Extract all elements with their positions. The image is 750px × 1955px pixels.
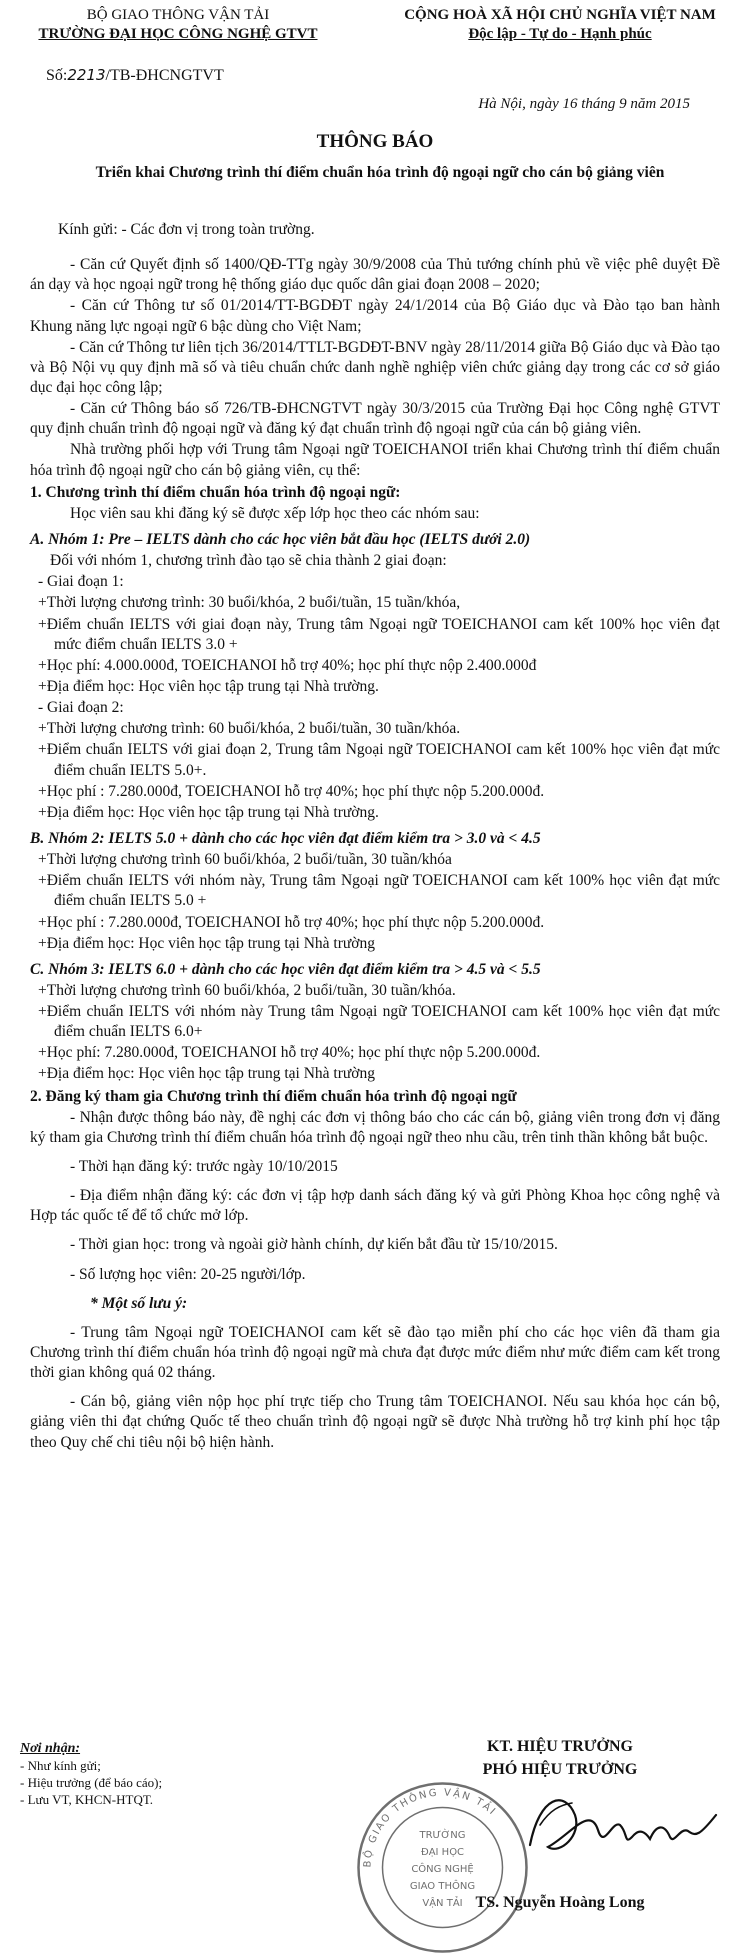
note-item: - Cán bộ, giảng viên nộp học phí trực tiếp cho Trung tâm TOEICHANOI. Nếu sau khóa học cán bộ, giảng viên thi đạt chứng Quốc tế theo chuẩn trình độ ngoại ngữ sẽ được Nhà trường hỗ trợ kinh phí học tập theo Quy chế chi tiêu nội bộ hiện hành.: [30, 1393, 720, 1451]
stamp-center-line: ĐẠI HỌC: [420, 1847, 465, 1858]
document-number-prefix: Số:: [46, 67, 68, 84]
section-2-item: - Thời gian học: trong và ngoài giờ hành chính, dự kiến bắt đầu từ 15/10/2015.: [70, 1236, 558, 1254]
section-2-item: - Số lượng học viên: 20-25 người/lớp.: [70, 1265, 306, 1283]
group-c-title: C. Nhóm 3: IELTS 6.0 + dành cho các học viên đạt điểm kiểm tra > 4.5 và < 5.5: [30, 960, 541, 978]
phase-2-item: +Địa điểm học: Học viên học tập trung tại Nhà trường.: [38, 803, 379, 821]
group-b-item: +Học phí : 7.280.000đ, TOEICHANOI hỗ trợ 40%; học phí thực nộp 5.200.000đ.: [38, 913, 545, 931]
section-2-title: 2. Đăng ký tham gia Chương trình thí điểm chuẩn hóa trình độ ngoại ngữ: [30, 1087, 517, 1105]
date-line: Hà Nội, ngày 16 tháng 9 năm 2015: [478, 96, 690, 112]
section-1-title: 1. Chương trình thí điểm chuẩn hóa trình độ ngoại ngữ:: [30, 483, 401, 501]
section-2-item: - Thời hạn đăng ký: trước ngày 10/10/2015: [70, 1158, 338, 1176]
recipient-item: - Lưu VT, KHCN-HTQT.: [20, 1791, 154, 1807]
note-item: - Trung tâm Ngoại ngữ TOEICHANOI cam kết sẽ đào tạo miễn phí cho các học viên đã tham gia Chương trình thí điểm chuẩn hóa trình độ ngoại ngữ mà chưa đạt được mức điểm như mức điểm cam kết trong thời gian không quá 02 tháng.: [30, 1323, 720, 1382]
group-b-item: +Địa điểm học: Học viên học tập trung tại Nhà trường: [38, 934, 375, 952]
phase-1-item: +Điểm chuẩn IELTS với giai đoạn này, Trung tâm Ngoại ngữ TOEICHANOI cam kết 100% học viên đạt mức điểm chuẩn IELTS 3.0 +: [38, 615, 720, 653]
recipient-item: - Như kính gửi;: [20, 1758, 101, 1774]
document-number-handwritten: 2213: [67, 66, 106, 84]
signer-name: TS. Nguyễn Hoàng Long: [475, 1894, 645, 1911]
notes-title: * Một số lưu ý:: [90, 1294, 188, 1312]
document-number-suffix: /TB-ĐHCNGTVT: [105, 67, 224, 84]
recipient-item: - Hiệu trưởng (để báo cáo);: [20, 1775, 163, 1791]
stamp-center-line: GIAO THÔNG: [409, 1881, 476, 1892]
stamp-center-line: VẬN TẢI: [422, 1898, 463, 1909]
section-2-item: - Nhận được thông báo này, đề nghị các đơn vị thông báo cho các cán bộ, giảng viên trong đơn vị đăng ký tham gia Chương trình thí điểm chuẩn hóa trình độ ngoại ngữ theo nhu cầu, trên tinh thần không bắt buộc.: [30, 1108, 720, 1146]
document-title: THÔNG BÁO: [316, 131, 434, 152]
group-a-title: A. Nhóm 1: Pre – IELTS dành cho các học viên bắt đầu học (IELTS dưới 2.0): [30, 530, 531, 548]
basis-item: - Căn cứ Quyết định số 1400/QĐ-TTg ngày 30/9/2008 của Thủ tướng chính phủ về việc phê duyệt Đề án dạy và học ngoại ngữ trong hệ thống giáo dục quốc dân giai đoạn 2008 – 2020;: [30, 256, 720, 294]
group-b-title: B. Nhóm 2: IELTS 5.0 + dành cho các học viên đạt điểm kiểm tra > 3.0 và < 4.5: [30, 829, 541, 847]
signature-line-2: PHÓ HIỆU TRƯỞNG: [482, 1761, 638, 1779]
phase-2-item: +Học phí : 7.280.000đ, TOEICHANOI hỗ trợ 40%; học phí thực nộp 5.200.000đ.: [38, 782, 545, 800]
phase-1-item: +Địa điểm học: Học viên học tập trung tại Nhà trường.: [38, 677, 379, 695]
phase-2-item: +Thời lượng chương trình: 60 buổi/khóa, 2 buổi/tuần, 30 tuần/khóa.: [38, 720, 461, 738]
phase-2-label: - Giai đoạn 2:: [38, 699, 124, 717]
signature-line-1: KT. HIỆU TRƯỞNG: [487, 1738, 633, 1755]
document-number: [46, 66, 224, 87]
phase-1-item: +Thời lượng chương trình: 30 buổi/khóa, 2 buổi/tuần, 15 tuần/khóa,: [38, 594, 461, 612]
country-name: CỘNG HOÀ XÃ HỘI CHỦ NGHĨA VIỆT NAM: [404, 7, 716, 23]
group-c-item: +Điểm chuẩn IELTS với nhóm này Trung tâm Ngoại ngữ TOEICHANOI cam kết 100% học viên đạt mức điểm chuẩn IELTS 6.0+: [38, 1003, 720, 1041]
phase-1-label: - Giai đoạn 1:: [38, 573, 124, 591]
stamp-center-line: CÔNG NGHỆ: [411, 1864, 474, 1875]
national-motto: Độc lập - Tự do - Hạnh phúc: [468, 25, 652, 42]
header-right: [375, 6, 745, 44]
document-body: [30, 220, 720, 1454]
ministry-name: BỘ GIAO THÔNG VẬN TẢI: [86, 7, 270, 23]
section-1-intro: Học viên sau khi đăng ký sẽ được xếp lớp học theo các nhóm sau:: [70, 504, 480, 522]
basis-item: - Căn cứ Thông báo số 726/TB-ĐHCNGTVT ngày 30/3/2015 của Trường Đại học Công nghệ GTVT quy định chuẩn trình độ ngoại ngữ và đăng ký đạt chuẩn trình độ ngoại ngữ của cán bộ giảng viên.: [30, 400, 720, 438]
group-a-intro: Đối với nhóm 1, chương trình đào tạo sẽ chia thành 2 giai đoạn:: [50, 552, 447, 570]
official-stamp: [355, 1780, 530, 1955]
group-b-item: +Thời lượng chương trình 60 buổi/khóa, 2 buổi/tuần, 30 tuần/khóa: [38, 851, 452, 869]
header-left: [8, 6, 348, 44]
section-2-item: - Địa điểm nhận đăng ký: các đơn vị tập hợp danh sách đăng ký và gửi Phòng Khoa học công nghệ và Hợp tác quốc tế để tổ chức mở lớp.: [30, 1187, 720, 1225]
phase-1-item: +Học phí: 4.000.000đ, TOEICHANOI hỗ trợ 40%; học phí thực nộp 2.400.000đ: [38, 656, 537, 674]
basis-item: - Căn cứ Thông tư liên tịch 36/2014/TTLT-BGDĐT-BNV ngày 28/11/2014 giữa Bộ Giáo dục và Đào tạo và Bộ Nội vụ quy định mã số và tiêu chuẩn chức danh nghề nghiệp viên chức giảng dạy trong các cơ sở giáo dục đại học công lập;: [30, 338, 720, 396]
handwritten-signature: [520, 1775, 730, 1885]
stamp-ring-text: BỘ GIAO THÔNG VẬN TẢI: [362, 1787, 499, 1868]
recipients-title: Nơi nhận:: [20, 1741, 81, 1756]
recipients-block: [20, 1740, 162, 1809]
intro-paragraph: Nhà trường phối hợp với Trung tâm Ngoại ngữ TOEICHANOI triển khai Chương trình thí điểm chuẩn hóa trình độ ngoại ngữ cho cán bộ giảng viên, cụ thể:: [30, 441, 720, 479]
group-c-item: +Thời lượng chương trình 60 buổi/khóa, 2 buổi/tuần, 30 tuần/khóa.: [38, 981, 456, 999]
group-c-item: +Học phí: 7.280.000đ, TOEICHANOI hỗ trợ 40%; học phí thực nộp 5.200.000đ.: [38, 1044, 541, 1062]
school-name: TRƯỜNG ĐẠI HỌC CÔNG NGHỆ GTVT: [38, 25, 318, 42]
basis-item: - Căn cứ Thông tư số 01/2014/TT-BGDĐT ngày 24/1/2014 của Bộ Giáo dục và Đào tạo ban hành Khung năng lực ngoại ngữ 6 bậc dùng cho Việt Nam;: [30, 297, 720, 335]
group-c-item: +Địa điểm học: Học viên học tập trung tại Nhà trường: [38, 1065, 375, 1083]
group-b-item: +Điểm chuẩn IELTS với nhóm này, Trung tâm Ngoại ngữ TOEICHANOI cam kết 100% học viên đạt mức điểm chuẩn IELTS 5.0 +: [38, 872, 720, 910]
phase-2-item: +Điểm chuẩn IELTS với giai đoạn 2, Trung tâm Ngoại ngữ TOEICHANOI cam kết 100% học viên đạt mức điểm chuẩn IELTS 5.0+.: [38, 741, 720, 779]
greeting: Kính gửi: - Các đơn vị trong toàn trường.: [58, 221, 315, 238]
document-subtitle: Triển khai Chương trình thí điểm chuẩn hóa trình độ ngoại ngữ cho cán bộ giảng viên: [95, 164, 665, 181]
stamp-center-line: TRƯỜNG: [419, 1830, 466, 1841]
